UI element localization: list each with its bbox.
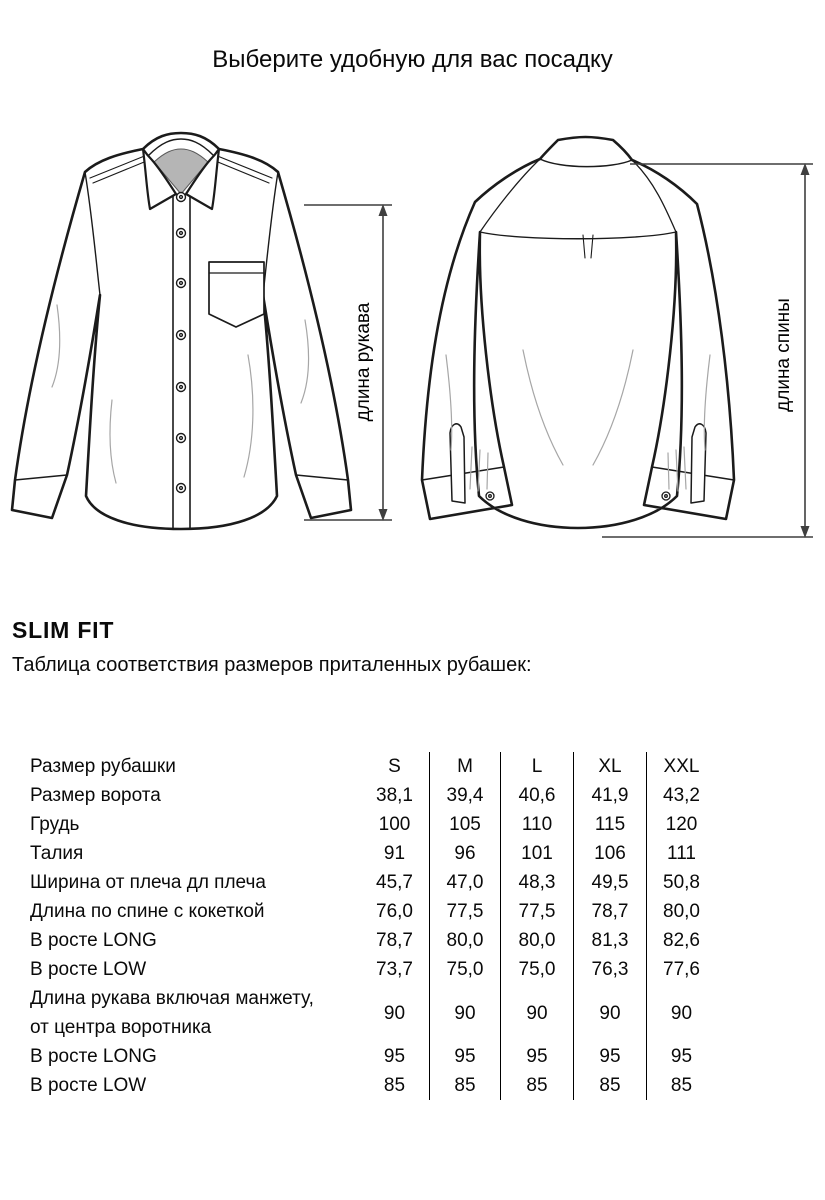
value-cell: 82,6 (647, 926, 717, 955)
row-label-line-2: от центра воротника (30, 1017, 212, 1038)
back-dim-arrow-up (801, 163, 810, 175)
value-cell: 101 (501, 839, 574, 868)
size-header-xxl: XXL (647, 752, 717, 781)
value-cell: 75,0 (501, 955, 574, 984)
value-cell: 75,0 (430, 955, 501, 984)
table-row-shirt-size (30, 752, 716, 781)
value-cell: 77,5 (430, 897, 501, 926)
value-cell: 50,8 (647, 868, 717, 897)
table-row-sleeve-length (30, 984, 716, 1042)
value-cell: 95 (383, 1046, 406, 1067)
value-cell: 80,0 (501, 926, 574, 955)
value-cell: 85 (574, 1071, 647, 1100)
value-cell: 78,7 (574, 897, 647, 926)
value-cell: 100 (378, 814, 411, 835)
row-label-line-1: Длина рукава включая манжету, (30, 988, 314, 1009)
value-cell: 85 (501, 1071, 574, 1100)
value-cell: 120 (647, 810, 717, 839)
value-cell: 77,5 (501, 897, 574, 926)
row-label: В росте LOW (30, 959, 147, 980)
row-label: В росте LOW (30, 1075, 147, 1096)
value-cell: 95 (574, 1042, 647, 1071)
row-label: Размер рубашки (30, 756, 176, 777)
size-header-s: S (388, 756, 401, 777)
value-cell: 106 (574, 839, 647, 868)
slim-fit-heading: SLIM FIT (12, 617, 115, 643)
back-length-label: длина спины (773, 298, 794, 412)
value-cell: 45,7 (376, 872, 413, 893)
size-header-l: L (501, 752, 574, 781)
table-row-chest (30, 810, 716, 839)
back-shirt-silhouette (422, 137, 734, 528)
value-cell: 105 (430, 810, 501, 839)
value-cell: 80,0 (430, 926, 501, 955)
value-cell: 95 (430, 1042, 501, 1071)
shirt-diagram (0, 105, 825, 570)
value-cell: 77,6 (647, 955, 717, 984)
value-cell: 49,5 (574, 868, 647, 897)
size-table-body (30, 752, 716, 1100)
value-cell: 90 (430, 984, 501, 1042)
value-cell: 115 (574, 810, 647, 839)
table-row-back-length (30, 897, 716, 926)
value-cell: 78,7 (376, 930, 413, 951)
value-cell: 73,7 (376, 959, 413, 980)
value-cell: 41,9 (574, 781, 647, 810)
value-cell: 39,4 (430, 781, 501, 810)
table-row-height-low (30, 955, 716, 984)
value-cell: 110 (501, 810, 574, 839)
value-cell: 81,3 (574, 926, 647, 955)
front-shirt-drawing (12, 133, 351, 529)
size-header-m: M (430, 752, 501, 781)
value-cell: 85 (430, 1071, 501, 1100)
value-cell: 40,6 (501, 781, 574, 810)
value-cell: 95 (647, 1042, 717, 1071)
table-row-waist (30, 839, 716, 868)
value-cell: 48,3 (501, 868, 574, 897)
row-label: Длина по спине с кокеткой (30, 901, 265, 922)
value-cell: 95 (501, 1042, 574, 1071)
row-label: В росте LONG (30, 1046, 157, 1067)
table-row-sleeve-low (30, 1071, 716, 1100)
back-shirt-drawing (422, 137, 734, 528)
row-label: Талия (30, 843, 84, 864)
value-cell: 111 (647, 839, 717, 868)
table-row-sleeve-long (30, 1042, 716, 1071)
value-cell: 90 (383, 1002, 406, 1024)
table-row-height-long (30, 926, 716, 955)
value-cell: 80,0 (647, 897, 717, 926)
page-title: Выберите удобную для вас посадку (212, 46, 613, 73)
value-cell: 90 (647, 984, 717, 1042)
size-table (30, 752, 716, 1100)
value-cell: 47,0 (430, 868, 501, 897)
value-cell: 43,2 (647, 781, 717, 810)
row-label (30, 984, 360, 1042)
sleeve-dim-arrow-up (379, 204, 388, 216)
value-cell: 85 (383, 1075, 406, 1096)
value-cell: 91 (383, 843, 406, 864)
table-row-collar-size (30, 781, 716, 810)
row-label: Размер ворота (30, 785, 161, 806)
value-cell: 90 (574, 984, 647, 1042)
value-cell: 96 (430, 839, 501, 868)
size-header-xl: XL (574, 752, 647, 781)
row-label: В росте LONG (30, 930, 157, 951)
value-cell: 38,1 (376, 785, 413, 806)
sleeve-length-label: длина рукава (353, 302, 374, 422)
front-chest-pocket (209, 262, 264, 327)
value-cell: 85 (647, 1071, 717, 1100)
table-row-shoulder-width (30, 868, 716, 897)
row-label: Ширина от плеча дл плеча (30, 872, 266, 893)
value-cell: 76,3 (574, 955, 647, 984)
value-cell: 90 (501, 984, 574, 1042)
row-label: Грудь (30, 814, 80, 835)
size-table-subtitle: Таблица соответствия размеров приталенных рубашек: (12, 654, 532, 676)
value-cell: 76,0 (376, 901, 413, 922)
